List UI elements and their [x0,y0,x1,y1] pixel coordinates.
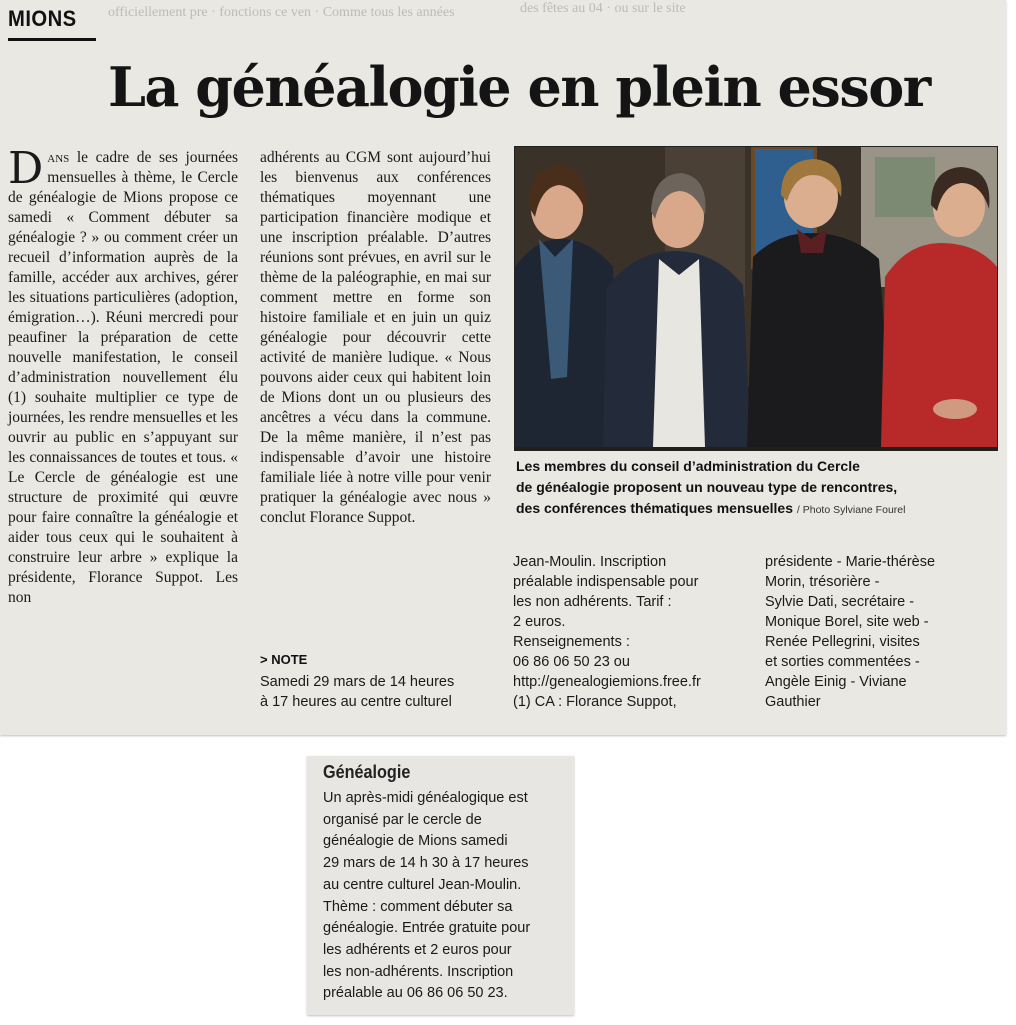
announcement-line: organisé par le cercle de [323,811,482,828]
article-column-2 [260,148,491,528]
lead-words: ans [47,149,70,166]
note-text [260,672,496,712]
column-3-line: 2 euros. [513,614,566,630]
column-4-line: Monique Borel, site web - [765,614,929,630]
note-line: à 17 heures au centre culturel [260,694,452,710]
announcement-line: 29 mars de 14 h 30 à 17 heures [323,855,529,872]
column-4-line: présidente - Marie-thérèse [765,554,936,570]
column-3-line: les non adhérents. Tarif : [513,594,672,610]
caption-line: de généalogie proposent un nouveau type de rencontres, [516,479,898,495]
column-4-line: Gauthier [765,694,821,710]
section-rule [8,38,96,41]
article-column-1 [8,143,238,608]
website-url: http://genealogiemions.free.fr [513,674,701,690]
announcement-line: préalable au 06 86 06 50 23. [323,985,508,1002]
announcement-line: généalogie de Mions samedi [323,833,508,850]
column-3-line: 06 86 06 50 23 ou [513,654,630,670]
announcement-line: les non-adhérents. Inscription [323,963,514,980]
announcement-line: Thème : comment débuter sa [323,898,513,915]
group-photo-image [515,147,997,450]
headline: La généalogie en plein essor [108,55,930,119]
bleed-through-text: des fêtes au 04 · ou sur le site [520,1,686,16]
caption-line [516,498,996,521]
column-4-line: Angèle Einig - Viviane [765,674,907,690]
announcement-title: Généalogie [323,762,411,782]
column-1-text: le cadre de ses journées mensuelles à thème, le Cercle de généalogie de Mions propose ce samedi « Comment débuter sa généalogie ? » ou comment créer un recueil d’information auprès de la famille, accéder aux archives, gérer les situations particulières (adoption, émigration…). Réuni mercredi pour peaufiner la préparation de cette nouvelle manifestation, le conseil d’administration nouvellement élu (1) souhaite multiplier ce type de journées, les rendre mensuelles et les ouvrir au public en s’appuyant sur les connaissances de toutes et tous. « Le Cercle de généalogie est une structure de proximité qui œuvre pour faire connaître la généalogie et aider tous ceux qui le souhaitent à construire leur arbre » explique la présidente, Florance Suppot. Les non [8,149,238,606]
announcement-line: au centre culturel Jean-Moulin. [323,876,522,893]
bleed-through-text: officiellement pre · fonctions ce ven · Comme tous les années [108,5,455,20]
column-4-line: Morin, trésorière - [765,574,880,590]
column-2-text: adhérents au CGM sont aujourd’hui les bienvenus aux conférences thématiques moyennant une participation financière modique et une inscription préalable. D’autres réunions sont prévues, en avril sur le thème de la paléographie, en mai sur comment mettre en forme son histoire familiale et en juin un quiz généalogie pour découvrir cette activité de manière ludique. « Nous pouvons aider ceux qui habitent loin de Mions dont un ou plusieurs des ancêtres a vécu dans la commune. De la même manière, il n’est pas indispensable d’avoir une histoire familiale liée à notre ville pour venir pratiquer la généalogie avec nous » conclut Florance Suppot. [260,149,491,526]
article-column-4 [765,552,1000,712]
announcement-body [323,788,568,1005]
column-3-line: préalable indispensable pour [513,574,699,590]
section-label: MIONS [8,6,77,31]
announcement-line: généalogie. Entrée gratuite pour [323,920,531,937]
article-column-3 [513,552,753,712]
announcement-line: les adhérents et 2 euros pour [323,941,512,958]
column-4-line: Sylvie Dati, secrétaire - [765,594,915,610]
group-photo [514,146,998,451]
column-4-line: et sorties commentées - [765,654,920,670]
note-line: Samedi 29 mars de 14 heures [260,674,455,690]
photo-caption [516,456,996,521]
column-3-line: (1) CA : Florance Suppot, [513,694,677,710]
announcement-line: Un après-midi généalogique est [323,790,528,806]
drop-cap: D [8,143,44,194]
note-heading: > NOTE [260,652,308,667]
small-announcement-clipping [307,756,574,1015]
photo-credit: / Photo Sylviane Fourel [796,504,906,516]
column-3-line: Jean-Moulin. Inscription [513,554,667,570]
column-3-line: Renseignements : [513,634,630,650]
caption-line-text: des conférences thématiques mensuelles [516,500,793,516]
caption-line: Les membres du conseil d’administration du Cercle [516,458,860,474]
column-4-line: Renée Pellegrini, visites [765,634,920,650]
